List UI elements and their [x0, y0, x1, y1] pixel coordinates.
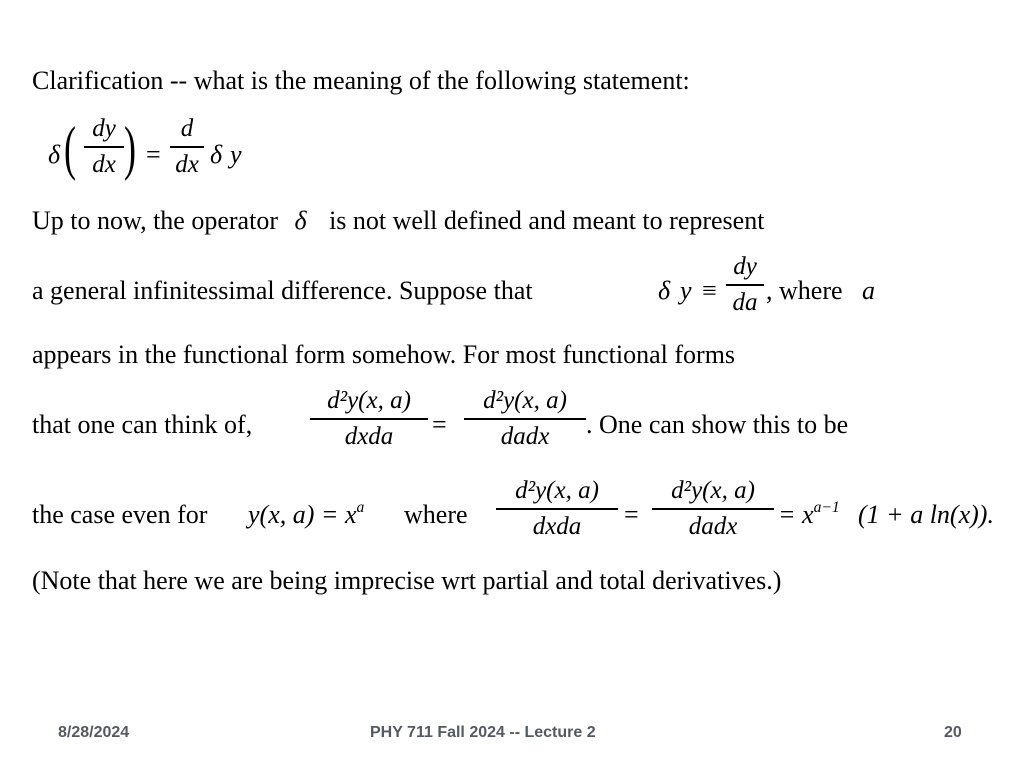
footer-title: PHY 711 Fall 2024 -- Lecture 2 [370, 724, 596, 741]
delta-symbol: δ [48, 140, 61, 169]
numerator-d2y: d²y(x, a) [483, 387, 567, 414]
equals-sign: = [146, 140, 161, 169]
show-text: . One can show this to be [586, 410, 849, 439]
text-segment: Up to now, the operator [32, 206, 278, 235]
fraction-d2y-dadx [652, 476, 774, 542]
yxa-expression: y(x, a) = x [248, 500, 357, 529]
functional-form-text: appears in the functional form somehow. For most functional forms [32, 340, 736, 369]
numerator-dy: dy [733, 253, 757, 280]
fraction-bar [726, 284, 764, 286]
equals-sign: = [624, 500, 639, 529]
delta-symbol: δ [294, 206, 307, 235]
fraction-bar [496, 508, 618, 510]
variable-y: y [680, 276, 692, 305]
rhs-log-expression: (1 + a ln(x)). [858, 500, 994, 529]
numerator-d2y: d²y(x, a) [327, 387, 411, 414]
fraction-d-dx [170, 114, 204, 180]
denominator-dx: dx [175, 150, 199, 178]
exponent-a-minus-1: a−1 [813, 499, 840, 517]
delta-symbol: δ [658, 276, 671, 305]
equiv-sign: ≡ [702, 276, 717, 305]
think-of-text: that one can think of, [32, 410, 253, 439]
fraction-bar [84, 146, 124, 148]
fraction-d2y-dxda [310, 386, 428, 452]
where-text: where [404, 500, 468, 529]
fraction-d2y-dxda [496, 476, 618, 542]
left-paren: ( [63, 115, 76, 181]
clarification-heading: Clarification -- what is the meaning of the following statement: [32, 66, 690, 95]
fraction-bar [464, 418, 586, 420]
fraction-d2y-dadx [464, 386, 586, 452]
numerator-dy: dy [92, 115, 116, 142]
denominator-dadx: dadx [688, 512, 738, 540]
right-paren: ) [123, 115, 136, 181]
where-text: , where [766, 276, 843, 305]
footer-date: 8/28/2024 [58, 724, 130, 741]
fraction-bar [170, 146, 204, 148]
denominator-dxda: dxda [532, 512, 582, 540]
denominator-dadx: dadx [500, 422, 550, 450]
fraction-bar [310, 418, 428, 420]
note-text: (Note that here we are being imprecise wrt partial and total derivatives.) [32, 566, 782, 595]
text-segment: is not well defined and meant to represent [329, 206, 765, 235]
fraction-bar [652, 508, 774, 510]
equals-sign: = [432, 410, 447, 439]
numerator-d2y: d²y(x, a) [515, 477, 599, 504]
numerator-d: d [180, 115, 194, 142]
delta-symbol: δ [210, 140, 223, 169]
fraction-dy-da [726, 252, 764, 318]
numerator-d2y: d²y(x, a) [671, 477, 755, 504]
rhs-x: = x [778, 500, 814, 529]
text-segment: a general infinitessimal difference. Suppose that [32, 276, 533, 305]
rhs-power [778, 500, 840, 530]
footer-page-number: 20 [944, 724, 962, 741]
yxa-equals [248, 500, 364, 530]
fraction-dy-dx [84, 114, 124, 180]
denominator-da: da [732, 288, 758, 316]
denominator-dxda: dxda [344, 422, 394, 450]
denominator-dx: dx [92, 150, 116, 178]
variable-a: a [862, 276, 875, 305]
case-text: the case even for [32, 500, 208, 529]
exponent-a: a [356, 499, 365, 517]
operator-text [32, 206, 764, 236]
variable-y: y [230, 140, 242, 169]
suppose-text [32, 276, 533, 306]
